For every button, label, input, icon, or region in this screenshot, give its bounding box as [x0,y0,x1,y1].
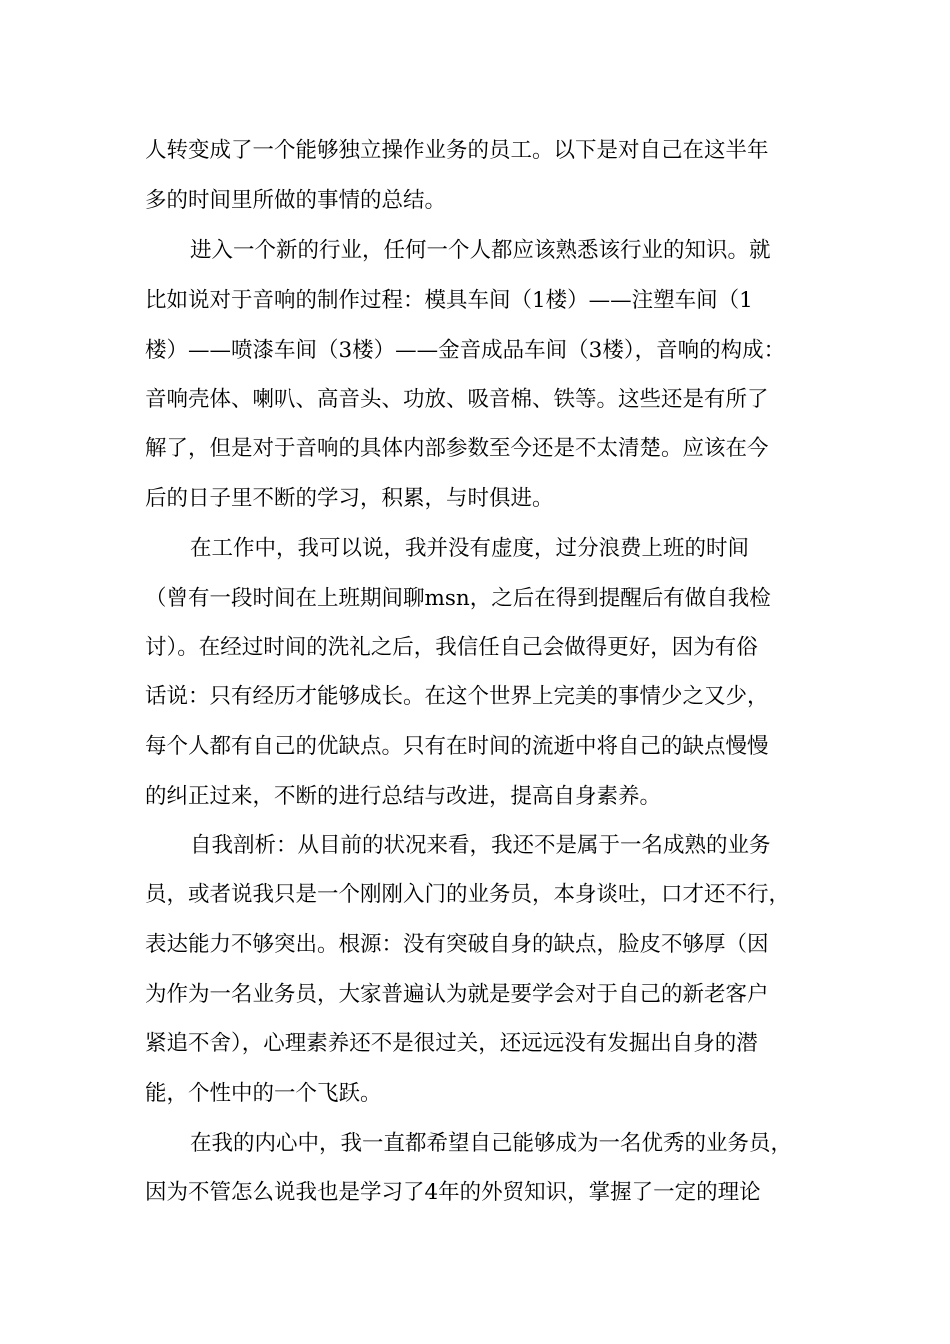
text-line: 因为不管怎么说我也是学习了4年的外贸知识，掌握了一定的理论 [145,1180,761,1205]
text-line: 解了，但是对于音响的具体内部参数至今还是不太清楚。应该在今 [145,436,769,461]
text-line: （曾有一段时间在上班期间聊msn，之后在得到提醒后有做自我检 [145,586,771,611]
text-line: 员，或者说我只是一个刚刚入门的业务员，本身谈吐，口才还不行， [145,882,791,907]
text-line: 为作为一名业务员，大家普遍认为就是要学会对于自己的新老客户 [145,982,769,1007]
text-line: 音响壳体、喇叭、高音头、功放、吸音棉、铁等。这些还是有所了 [145,387,769,412]
text-line: 每个人都有自己的优缺点。只有在时间的流逝中将自己的缺点慢慢 [145,734,769,759]
text-line: 表达能力不够突出。根源：没有突破自身的缺点，脸皮不够厚（因 [145,932,769,957]
text-line: 紧追不舍），心理素养还不是很过关，还远远没有发掘出自身的潜 [145,1031,758,1056]
text-line: 话说：只有经历才能够成长。在这个世界上完美的事情少之又少， [145,684,769,709]
text-line: 楼）——喷漆车间（3楼）——金音成品车间（3楼），音响的构成： [145,338,786,363]
text-line: 自我剖析：从目前的状况来看，我还不是属于一名成熟的业务 [190,833,771,858]
text-line: 能，个性中的一个飞跃。 [145,1081,382,1106]
text-line: 人转变成了一个能够独立操作业务的员工。以下是对自己在这半年 [145,138,769,163]
text-line: 在我的内心中，我一直都希望自己能够成为一名优秀的业务员， [190,1131,793,1156]
text-line: 讨）。在经过时间的洗礼之后，我信任自己会做得更好，因为有俗 [145,635,758,660]
text-line: 在工作中，我可以说，我并没有虚度，过分浪费上班的时间 [190,536,750,561]
text-line: 比如说对于音响的制作过程：模具车间（1楼）——注塑车间（1 [145,288,753,313]
text-line: 多的时间里所做的事情的总结。 [145,188,447,213]
text-line: 进入一个新的行业，任何一个人都应该熟悉该行业的知识。就 [190,238,771,263]
text-line: 的纠正过来，不断的进行总结与改进，提高自身素养。 [145,784,662,809]
text-line: 后的日子里不断的学习，积累，与时俱进。 [145,486,554,511]
